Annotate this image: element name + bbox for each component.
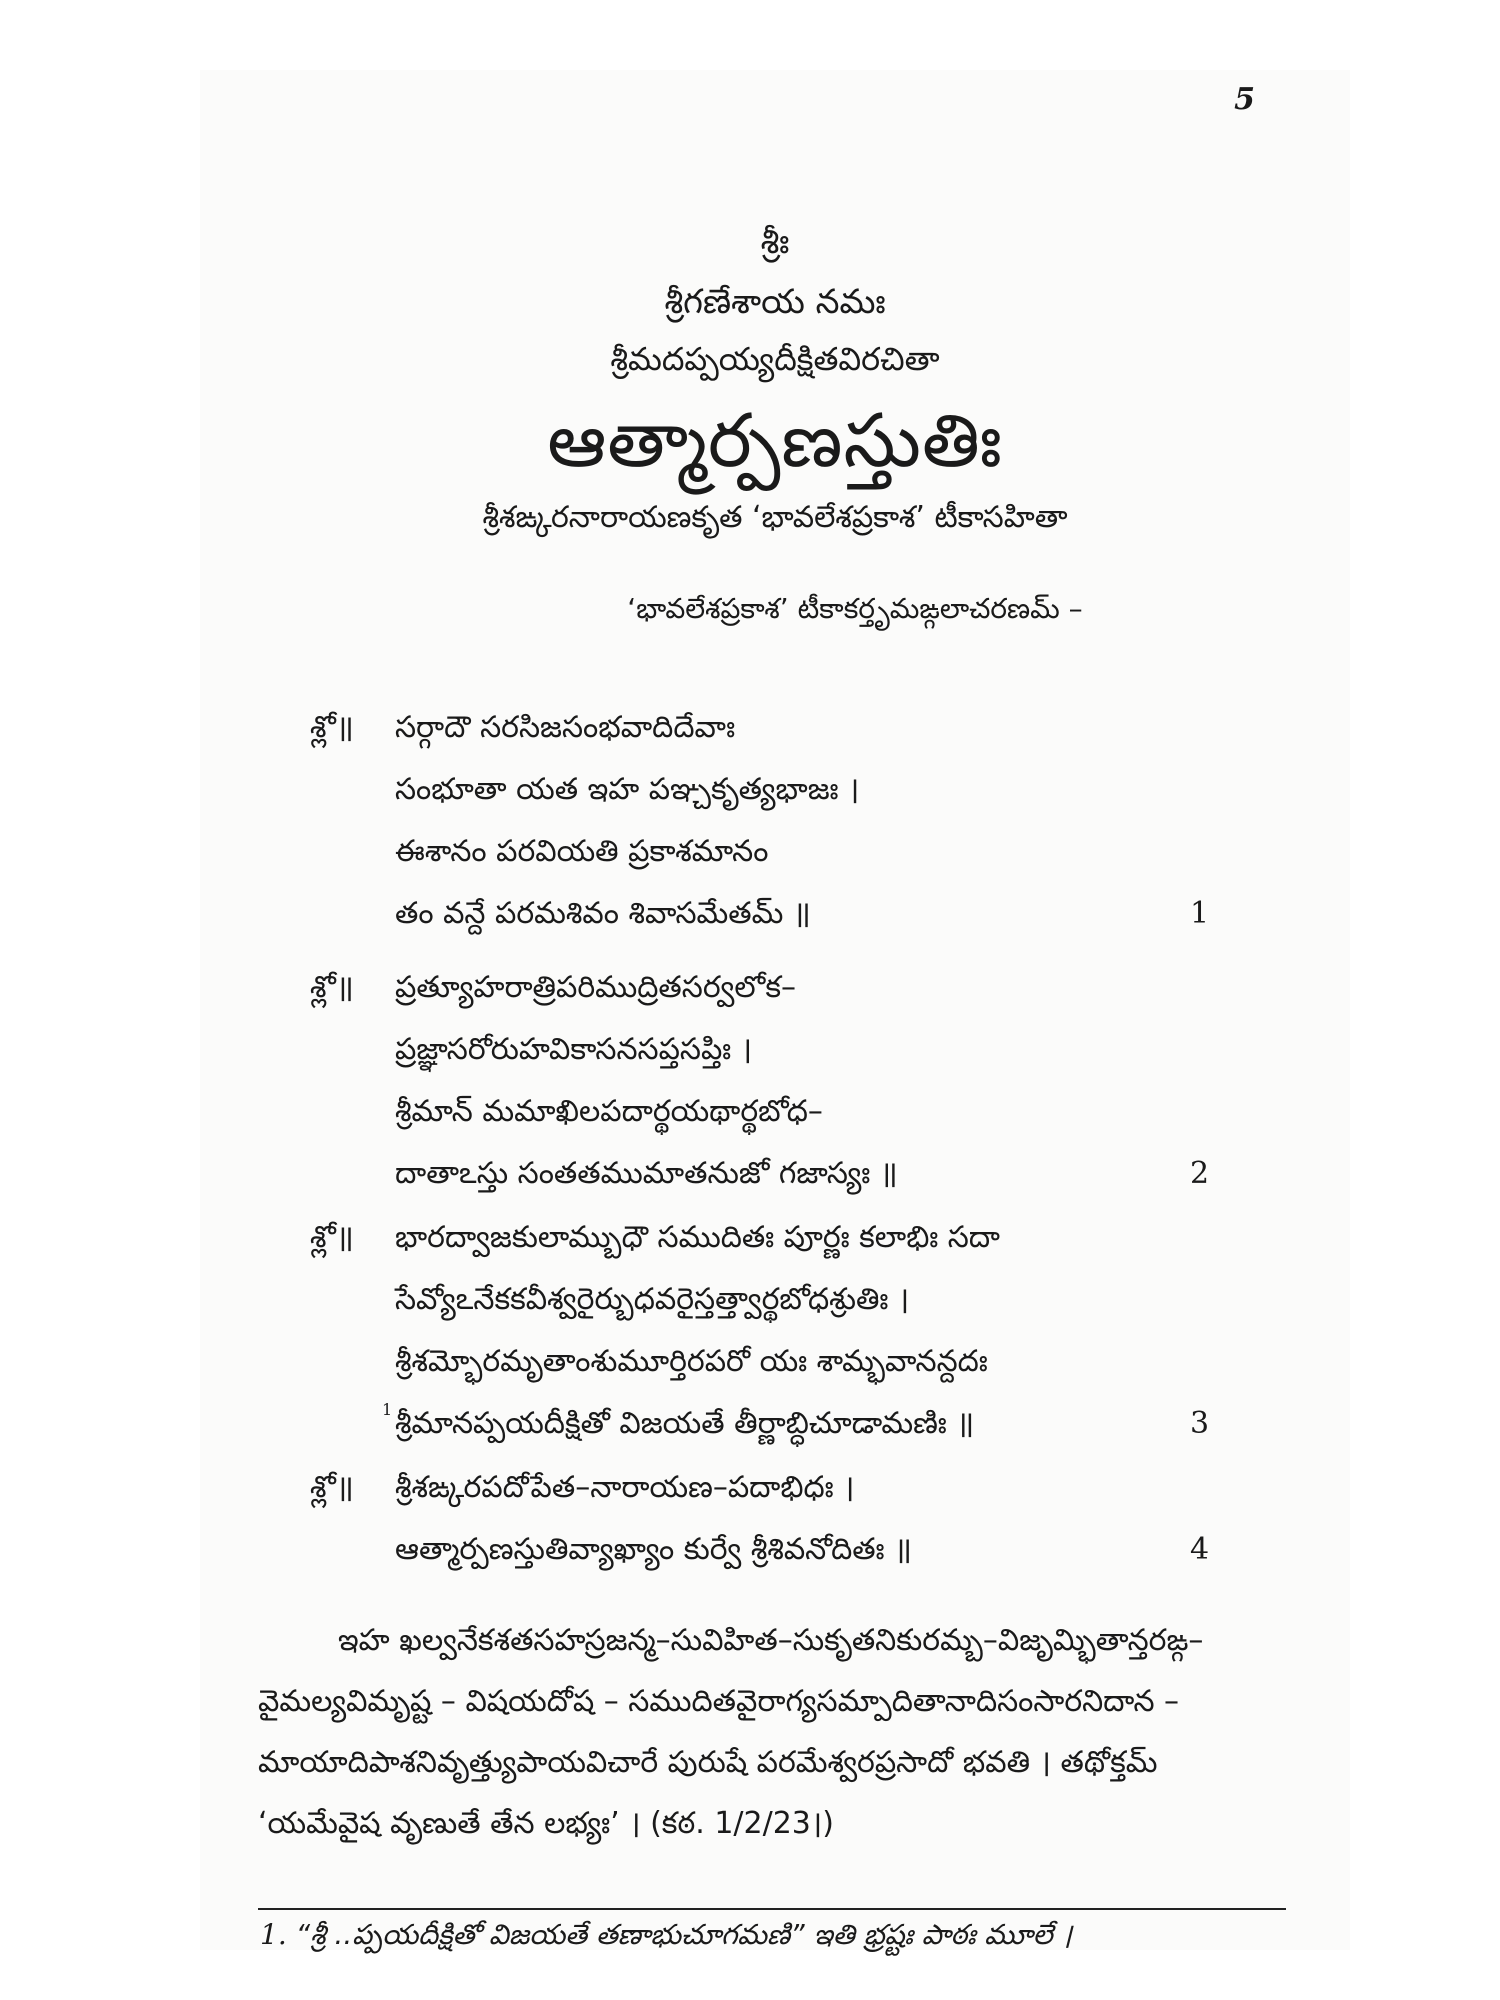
footnote-marker: 1. — [260, 1918, 287, 1951]
verse-number: 1 — [1190, 896, 1210, 931]
verse-line: సర్గాదౌ సరసిజసంభవాదిదేవాః — [395, 710, 736, 745]
prose-line: వైమల్యవిమృష్ట – విషయదోష – సముదితవైరాగ్యసమ్పాదితానాదిసంసారనిదాన – — [258, 1684, 1180, 1719]
verse-line: తం వన్దే పరమశివం శివాసమేతమ్ ॥ — [395, 896, 811, 931]
mangala-heading: ‘భావలేశప్రకాశ’ టీకాకర్తృమఙ్గలాచరణమ్ – — [627, 592, 1083, 625]
book-page — [200, 70, 1350, 1950]
verse-line: ప్రత్యూహరాత్రిపరిముద్రితసర్వలోక– — [395, 970, 797, 1005]
page-number: 5 — [1234, 82, 1255, 117]
verse-number: 3 — [1190, 1406, 1210, 1441]
commentary-prose — [258, 1610, 1286, 1854]
verse-line: సేవ్యోఽనేకకవీశ్వరైర్బుధవరైస్తత్త్వార్థబోధశ్రుతిః । — [395, 1282, 910, 1317]
verse-number: 4 — [1190, 1532, 1210, 1567]
verse-line: దాతాఽస్తు సంతతముమాతనుజో గజాస్యః ॥ — [395, 1156, 898, 1191]
verse-line: శ్రీశఙ్కరపదోపేత–నారాయణ–పదాభిధః । — [395, 1470, 855, 1505]
verse-line: ప్రజ్ఞాసరోరుహవికాసనసప్తసప్తిః । — [395, 1032, 753, 1067]
sloka-marker: శ్లో॥ — [310, 710, 354, 745]
author-line: శ్రీమదప్పయ్యదీక్షితవిరచితా — [610, 340, 940, 378]
commentary-line: శ్రీశఙ్కరనారాయణకృత ‘భావలేశప్రకాశ’ టీకాసహితా — [482, 500, 1068, 535]
footnote-divider — [258, 1908, 1286, 1910]
sloka-marker: శ్లో॥ — [310, 1220, 354, 1255]
work-title: ఆత్మార్పణస్తుతిః — [547, 398, 1003, 484]
verse-line: ఆత్మార్పణస్తుతివ్యాఖ్యాం కుర్వే శ్రీశివనోదితః ॥ — [395, 1532, 912, 1567]
prose-line: మాయాదిపాశనివృత్త్యుపాయవిచారే పురుషే పరమేశ్వరప్రసాదో భవతి । తథోక్తమ్ — [258, 1745, 1158, 1780]
sloka-marker: శ్లో॥ — [310, 970, 354, 1005]
invocation-shri: శ్రీః — [760, 222, 790, 262]
prose-line: ఇహ ఖల్వనేకశతసహస్రజన్మ–సువిహిత–సుకృతనికురమ్బ–విజృమ్భితాన్తరఙ్గ– — [338, 1623, 1204, 1658]
verse-line: శ్రీమాన్ మమాఖిలపదార్థయథార్థబోధ– — [395, 1094, 823, 1129]
sloka-marker: శ్లో॥ — [310, 1470, 354, 1505]
footnote — [260, 1918, 1072, 1958]
verse-line: సంభూతా యత ఇహ పఞ్చకృత్యభాజః । — [395, 772, 860, 807]
footnote-reference: 1 — [382, 1400, 393, 1419]
footnote-text: “శ్రీ ..ప్పయదీక్షితో విజయతే తణాభుచూగమణి” ఇతి భ్రష్టః పాఠః మూలే । — [295, 1918, 1073, 1951]
verse-line: భారద్వాజకులామ్బుధౌ సముదితః పూర్ణః కలాభిః సదా — [395, 1220, 1000, 1255]
verse-line: శ్రీమానప్పయదీక్షితో విజయతే తీర్ణాబ్ధిచూడామణిః ॥ — [395, 1406, 975, 1441]
verse-line: ఈశానం పరవియతి ప్రకాశమానం — [395, 834, 769, 869]
prose-line: ‘యమేవైష వృణుతే తేన లభ్యః’ । (కఠ. 1/2/23।) — [258, 1806, 834, 1841]
invocation-ganesha: శ్రీగణేశాయ నమః — [664, 282, 886, 322]
verse-number: 2 — [1190, 1156, 1210, 1191]
verse-line: శ్రీశమ్భోరమృతాంశుమూర్తిరపరో యః శామ్భవానన్దదః — [395, 1344, 988, 1379]
